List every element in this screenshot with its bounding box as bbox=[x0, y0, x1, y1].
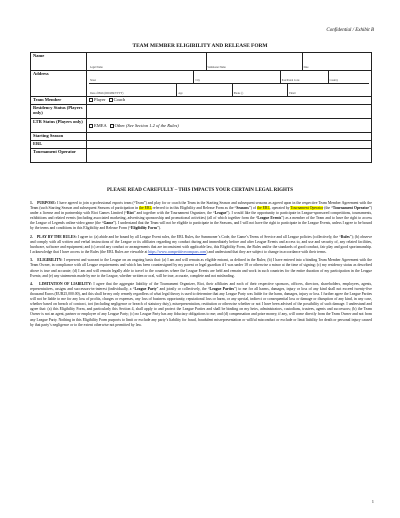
other-option-label: Other bbox=[114, 123, 125, 128]
name-label: Name bbox=[31, 53, 87, 71]
address-field[interactable] bbox=[87, 71, 372, 97]
confidential-label: Confidential / Exhibit B bbox=[326, 28, 374, 33]
residency-status-label: Residency Status (Players only) bbox=[31, 105, 87, 119]
other-checkbox[interactable] bbox=[110, 124, 114, 128]
city-sublabel: City bbox=[195, 79, 200, 82]
legal-name-sublabel: Legal Name bbox=[90, 66, 103, 69]
erl-field[interactable] bbox=[87, 141, 372, 149]
page-number: 1 bbox=[371, 499, 374, 504]
residency-status-field[interactable] bbox=[87, 105, 372, 119]
tournament-operator-label: Tournament Operator bbox=[31, 149, 87, 163]
starting-season-label: Starting Season bbox=[31, 133, 87, 141]
player-checkbox[interactable] bbox=[89, 98, 93, 102]
phone-sublabel: Phone ( ) bbox=[233, 92, 244, 95]
rules-link[interactable]: https://www.competitivecompass.com bbox=[148, 250, 207, 255]
age-sublabel: Age bbox=[178, 92, 183, 95]
ltr-status-label: LTR Status (Players only) bbox=[31, 119, 87, 133]
email-sublabel: Email bbox=[289, 92, 296, 95]
ltr-status-field bbox=[87, 119, 372, 133]
terms-body bbox=[30, 201, 372, 331]
erl-label: ERL bbox=[31, 141, 87, 149]
emea-checkbox[interactable] bbox=[89, 124, 93, 128]
team-member-label: Team Member bbox=[31, 97, 87, 105]
date-sublabel: Date bbox=[303, 66, 309, 69]
summoner-name-sublabel: Summoner Name bbox=[207, 66, 226, 69]
eligibility-form-table bbox=[30, 52, 372, 163]
emea-option-label: EMEA bbox=[94, 123, 107, 128]
team-member-field bbox=[87, 97, 372, 105]
country-sublabel: Country bbox=[329, 79, 339, 82]
section-play-by-rules: 2. PLAY BY THE RULES: I agree to: (a) abide and be bound by all League Event rules, the ERL Rules, the Summoner’s Code, the Game’s Terms of Service and all League policies (collectively, the “Rules”); (b) observe and comply with all written and verbal instructions of the League or its affiliates regarding my conduct during and immediately before and after League Events and access to, and use and security of, any related facilities, hardware, software and equipment; and (c) avoid any conduct or arrangements that are inconsistent with applicable law, this Eligibility Form, the Rules and/or the standards of good conduct, fair play and good sportsmanship. I acknowledge that I have access to the Rules (the ERL Rules are viewable at https://www.competitivecompass.com) and understand that they are subject to change in accordance with their terms. bbox=[30, 234, 373, 255]
form-title: TEAM MEMBER ELIGIBILITY AND RELEASE FORM bbox=[132, 43, 268, 49]
name-field[interactable] bbox=[87, 53, 372, 71]
player-option-label: Player bbox=[94, 97, 106, 102]
starting-season-field[interactable] bbox=[87, 133, 372, 141]
address-label: Address bbox=[31, 71, 87, 97]
tournament-operator-field[interactable] bbox=[87, 149, 372, 163]
coach-option-label: Coach bbox=[113, 97, 126, 102]
street-sublabel: Street bbox=[90, 79, 97, 82]
section-eligibility: 3. ELIGIBILITY: I represent and warrant to the League on an ongoing basis that: (a) I am and will remain as eligible entrant, as defined in the Rules; (b) I have entered into a binding Team Member Agreement with the Team Owner, in compliance with all League requirements and which has been countersigned by my parent or legal guardian if I was under 18 or otherwise a minor at the time of signing; (c) my residency status as described above is true and accurate; (d) I am and will remain legally able to travel to the countries where the League Events are held and remain and work in such countries for the entire duration of my participation in the League Events; and (e) any statements made by me to the League, whether written or oral, will be true, accurate, complete and not misleading. bbox=[30, 258, 372, 278]
dob-sublabel: Date of Birth (DD/MM/YYYY) bbox=[90, 92, 124, 95]
legal-warning-heading: PLEASE READ CAREFULLY – THIS IMPACTS YOUR CERTAIN LEGAL RIGHTS bbox=[106, 188, 294, 193]
postal-code-sublabel: Post/Postal Code bbox=[281, 79, 300, 82]
section-limitation-of-liability: 4. LIMITATION OF LIABILITY: I agree that the aggregate liability of the Tournament Organizer, Riot, their affiliates and each of their respective sponsors, officers, directors, shareholders, employees, agents, representatives, assigns and successors-in-interest (individually, a “League Party” and jointly or collectively, the “League Parties”) to me for all harms, damages, injury or loss of any kind shall not exceed twenty-five thousand Euros (EUR25,000.00), and this shall be my only remedy regardless of what legal theory is used to determine that any League Party was liable for the harm, damages, injury or loss. I further agree the League Parties will not be liable to me for any loss of profits, charges or expenses, any loss of business opportunity, reputational loss or harm, or any special, indirect or consequential loss or damage or disruption of any kind, in any case, whether based on breach of contract, tort (including negligence or breach of statutory duty), misrepresentation, restitution or otherwise whether or not I have been advised of the possibility of such damage. I understand and agree that: (a) this Eligibility Form, and particularly this Section 4, shall apply to and protect the League Parties and shall be binding on my heirs, administrators, custodians, trustees, agents and successors; (b) the Team Owner is not an agent, partner or employee of any League Party; (c) no League Party has any fiduciary obligations to me; and (d) compensation and prize money, if any, will come directly from the Team Owner and not from any League Party. Nothing in this Eligibility Form purports to limit or exclude any party’s liability for fraud, fraudulent misrepresentation or willful misconduct or exclude or limit liability for death or personal injury caused by that party’s negligence or to the extent otherwise not permitted by law. bbox=[30, 281, 373, 327]
other-note: (See Section 1.2 of the Rules) bbox=[126, 123, 179, 128]
coach-checkbox[interactable] bbox=[109, 98, 113, 102]
section-purpose: 1. PURPOSE: I have agreed to join a professional esports team (“Team”) and play for or coach the Team in the Starting Season and subsequent seasons as agreed upon in the respective Team Member Agreement with the Team (such Starting Season and subsequent Seasons of participation in the ERL referred to in this Eligibility and Release Form as the “Seasons”) of the ERL, operated by Tournament Operator (the “Tournament Operator”) under a license and in partnership with Riot Games Limited (“Riot” and together with the Tournament Organizer, the “League”). I would like the opportunity to participate in League-sponsored competitions, tournaments, exhibitions and related events (including associated marketing, advertising sponsorship and promotional activities) (all of which together form the “League Events”) as a member of the Team and to have the right to access the League of Legends online video game (the “Game”). I understand that the Team will not be eligible to participate in the Seasons, and I will not have the right to participate in the League Events, unless I agree to be bound by the terms and conditions in this Eligibility and Release Form (“Eligibility Form”). bbox=[30, 201, 373, 231]
